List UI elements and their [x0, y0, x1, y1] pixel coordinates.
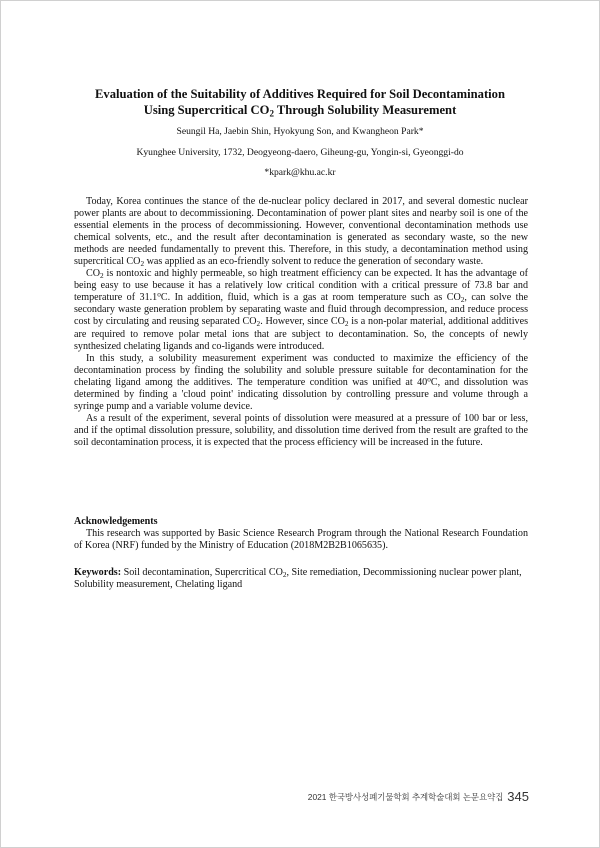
keywords-text-a: Soil decontamination, Supercritical CO — [121, 567, 283, 578]
p3-text-b: C, and dissolution was determined by finding a 'cloud point' indicating dissolution by controlling pressure and volume through a syringe pump and a variable volume device. — [74, 376, 528, 412]
abstract-body — [74, 196, 528, 449]
affiliation: Kyunghee University, 1732, Deogyeong-daero, Giheung-gu, Yongin-si, Gyeonggi-do — [136, 147, 464, 158]
footer-proceedings-title: 2021 한국방사성폐기물학회 추계학술대회 논문요약집 — [307, 791, 504, 802]
title-line-2-text: Using Supercritical CO — [143, 103, 270, 117]
page-number: 345 — [507, 789, 529, 805]
p2-text-b: is nontoxic and highly permeable, so high treatment efficiency can be expected. It has the advantage of being easy to use because it has a relatively low critical condition with a critical pressure of 73.8 bar and temperature of 31.1 — [74, 268, 528, 304]
paragraph-1 — [74, 196, 528, 268]
paragraph-4: As a result of the experiment, several points of dissolution were measured at a pressure of 100 bar or less, and if the optimal dissolution pressure, solubility, and dissolution time derived from the result are grafted to the soil decontamination process, it is expected that the process efficiency will be increased in the future. — [74, 412, 528, 448]
author-list: Seungil Ha, Jaebin Shin, Hyokyung Son, and Kwangheon Park* — [176, 126, 424, 137]
paragraph-2 — [74, 268, 528, 352]
title-line-1: Evaluation of the Suitability of Additives Required for Soil Decontamination — [95, 87, 505, 101]
p2-sup-1: o — [157, 291, 161, 300]
p2-sub-3: 2 — [256, 320, 261, 329]
keywords-text-b: , Site remediation, Decommissioning nuclear power plant, Solubility measurement, Chelating ligand — [74, 567, 522, 591]
p2-text-f: is a non-polar material, additional additives are required to remove polar metal ions that are subject to decontamination. So, the concepts of newly synthesized chelating ligands and co-ligands were introduced. — [74, 316, 528, 352]
p2-sub-1: 2 — [100, 272, 104, 281]
p2-sub-2: 2 — [460, 296, 465, 305]
keywords — [74, 567, 528, 591]
p2-sub-4: 2 — [344, 320, 349, 329]
acknowledgements-text: This research was supported by Basic Science Research Program through the National Research Foundation of Korea (NRF) funded by the Ministry of Education (2018M2B2B1065635). — [74, 528, 528, 552]
paper-title — [60, 86, 540, 118]
keywords-sub-1: 2 — [282, 570, 287, 579]
p2-text-a: CO — [86, 268, 101, 280]
p2-text-e: . However, since CO — [260, 316, 345, 328]
p1-text-a: Today, Korea continues the stance of the de-nuclear policy declared in 2017, and several domestic nuclear power plants are about to decommissioning. Decontamination of power plant sites and nearby soil is one of the essential elements in the process of decommissioning. However, conventional decontamination methods use chemical solvents, etc., and the result after decontamination is generated as secondary waste, so the new methods are needed fundamentally to prevent this. Therefore, in this study, a decontamination method using supercritical CO — [74, 196, 528, 268]
keywords-label: Keywords: — [74, 567, 122, 578]
title-line-2 — [60, 102, 540, 118]
p1-text-b: was applied as an eco-friendly solvent to reduce the generation of secondary waste. — [144, 256, 484, 268]
p3-text-a: In this study, a solubility measurement experiment was conducted to maximize the efficiency of the decontamination process by finding the solubility and soluble pressure suitable for decontamination for the chelating ligand among the additives. The temperature condition was unified at 40 — [74, 352, 528, 388]
p2-text-d: , can solve the secondary waste generation problem by separating waste and fluid through decompression, and reduce process cost by circulating and reusing separated CO — [74, 292, 528, 328]
title-subscript: 2 — [269, 108, 274, 119]
paragraph-3 — [74, 353, 528, 413]
p2-text-c: C. In addition, fluid, which is a gas at room temperature such as CO — [160, 292, 461, 304]
page-footer — [308, 788, 529, 806]
p3-sup-1: o — [427, 375, 431, 384]
title-line-2-text-end: Through Solubility Measurement — [273, 103, 457, 117]
acknowledgements-heading: Acknowledgements — [74, 516, 158, 527]
contact-email: *kpark@khu.ac.kr — [264, 167, 336, 178]
p1-sub-1: 2 — [140, 260, 145, 269]
